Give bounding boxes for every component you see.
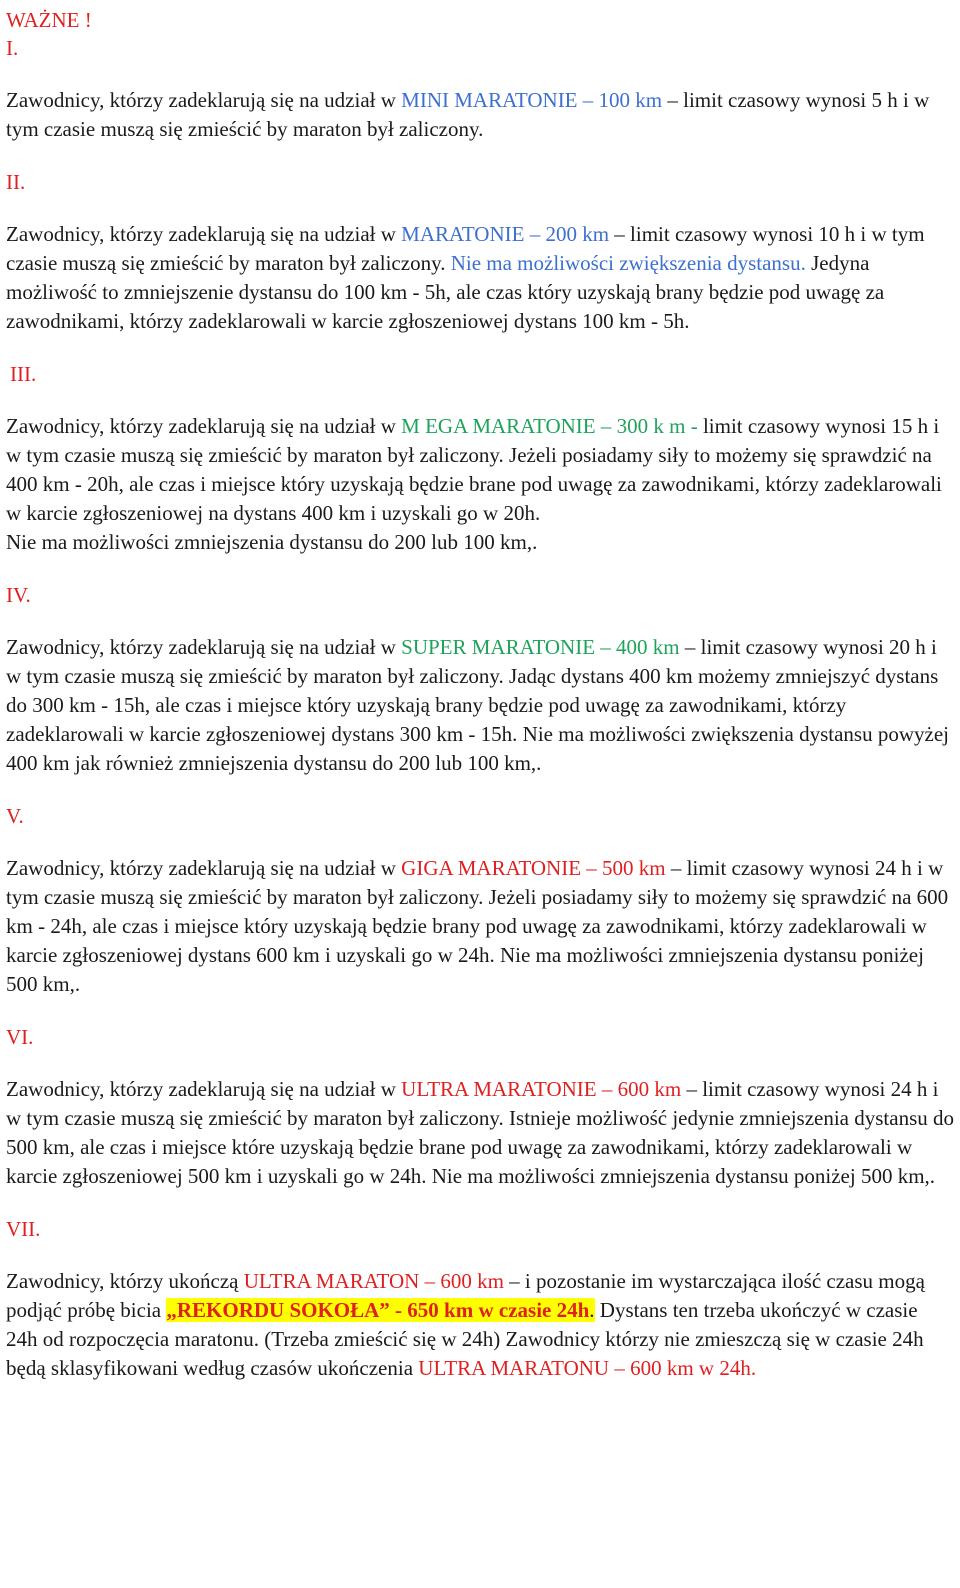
section-5-text	[6, 854, 954, 999]
section-2-note: Nie ma możliwości zwiększenia dystansu.	[445, 251, 806, 275]
section-number-7: VII.	[6, 1217, 41, 1241]
section-2-pre: Zawodnicy, którzy zadeklarują się na udział w	[6, 222, 402, 246]
section-4-text	[6, 633, 954, 778]
section-3-event: M EGA MARATONIE – 300 k m -	[401, 414, 698, 438]
section-5-pre: Zawodnicy, którzy zadeklarują się na udział w	[6, 856, 402, 880]
section-number-5: V.	[6, 804, 24, 828]
section-3-post: limit czasowy wynosi 15 h i w tym czasie muszą się zmieścić by maraton był zaliczony. Jeżeli posiadamy siły to możemy się sprawdzić na 400 km - 20h, ale czas i miejsce który uzyskają będzie brane pod uwagę za zawodnikami, którzy zadeklarowali w karcie zgłoszeniowej na dystans 400 km i uzyskali go w 20h.	[6, 414, 942, 525]
section-4-event: SUPER MARATONIE – 400 km	[401, 635, 680, 659]
section-7-text	[6, 1267, 954, 1383]
section-number-1: I.	[6, 36, 19, 60]
section-4-post: – limit czasowy wynosi 20 h i w tym czasie muszą się zmieścić by maraton był zaliczony. Jadąc dystans 400 km możemy zmniejszyć dystans do 300 km - 15h, ale czas i miejsce który uzyskają brany będzie pod uwagę za zawodnikami, którzy zadeklarowali w karcie zgłoszeniowej dystans 300 km - 15h. Nie ma możliwości zwiększenia dystansu powyżej 400 km jak również zmniejszenia dystansu do 200 lub 100 km,.	[6, 635, 949, 775]
section-2-text	[6, 220, 954, 336]
section-7-event: ULTRA MARATON – 600 km	[243, 1269, 504, 1293]
section-3-line2: Nie ma możliwości zmniejszenia dystansu do 200 lub 100 km,.	[6, 530, 538, 554]
section-4-pre: Zawodnicy, którzy zadeklarują się na udział w	[6, 635, 402, 659]
section-7-pre: Zawodnicy, którzy ukończą	[6, 1269, 244, 1293]
page-title: WAŻNE !	[6, 8, 92, 32]
record-highlight: „REKORDU SOKOŁA” - 650 km w czasie 24h	[166, 1298, 590, 1322]
section-number-3: III.	[10, 362, 37, 386]
section-1-text	[6, 86, 954, 144]
section-number-6: VI.	[6, 1025, 34, 1049]
section-7-post: – i pozostanie im wystarczająca ilość czasu mogą podjąć próbę bicia	[6, 1269, 925, 1322]
section-1-post: – limit czasowy wynosi 5 h i w tym czasie muszą się zmieścić by maraton był zaliczony.	[6, 88, 930, 141]
section-2-rest: Jedyna możliwość to zmniejszenie dystansu do 100 km - 5h, ale czas który uzyskają brany będzie pod uwagę za zawodnikami, którzy zadeklarowali w karcie zgłoszeniowej dystans 100 km - 5h.	[6, 251, 885, 333]
section-2-event: MARATONIE – 200 km	[401, 222, 610, 246]
section-6-post: – limit czasowy wynosi 24 h i w tym czasie muszą się zmieścić by maraton był zaliczony. Istnieje możliwość jedynie zmniejszenia dystansu do 500 km, ale czas i miejsce które uzyskają będzie brane pod uwagę za zawodnikami, którzy zadeklarowali w karcie zgłoszeniowej 500 km i uzyskali go w 24h. Nie ma możliwości zmniejszenia dystansu poniżej 500 km,.	[6, 1077, 955, 1188]
section-number-4: IV.	[6, 583, 31, 607]
section-6-pre: Zawodnicy, którzy zadeklarują się na udział w	[6, 1077, 402, 1101]
section-2-post: – limit czasowy wynosi 10 h i w tym czasie muszą się zmieścić by maraton był zaliczony.	[6, 222, 925, 275]
section-5-event: GIGA MARATONIE – 500 km	[401, 856, 666, 880]
section-3-pre: Zawodnicy, którzy zadeklarują się na udział w	[6, 414, 402, 438]
section-1-event: MINI MARATONIE – 100 km	[401, 88, 663, 112]
section-5-post: – limit czasowy wynosi 24 h i w tym czasie muszą się zmieścić by maraton był zaliczony. Jeżeli posiadamy siły to możemy się sprawdzić na 600 km - 24h, ale czas i miejsce który uzyskają będzie brany pod uwagę za zawodnikami, którzy zadeklarowali w karcie zgłoszeniowej dystans 600 km i uzyskali go w 24h. Nie ma możliwości zmniejszenia dystansu poniżej 500 km,.	[6, 856, 949, 996]
section-3-text	[6, 412, 954, 528]
section-number-2: II.	[6, 170, 26, 194]
section-6-event: ULTRA MARATONIE – 600 km	[401, 1077, 682, 1101]
section-1-pre: Zawodnicy, którzy zadeklarują się na udział w	[6, 88, 402, 112]
section-7-final: ULTRA MARATONU – 600 km w 24h.	[418, 1356, 757, 1380]
section-6-text	[6, 1075, 954, 1191]
section-7-rest: Dystans ten trzeba ukończyć w czasie 24h od rozpoczęcia maratonu. (Trzeba zmieścić się w 24h) Zawodnicy którzy nie zmieszczą się w czasie 24h będą sklasyfikowani według czasów ukończenia	[6, 1298, 924, 1380]
record-highlight-end: .	[589, 1298, 595, 1322]
